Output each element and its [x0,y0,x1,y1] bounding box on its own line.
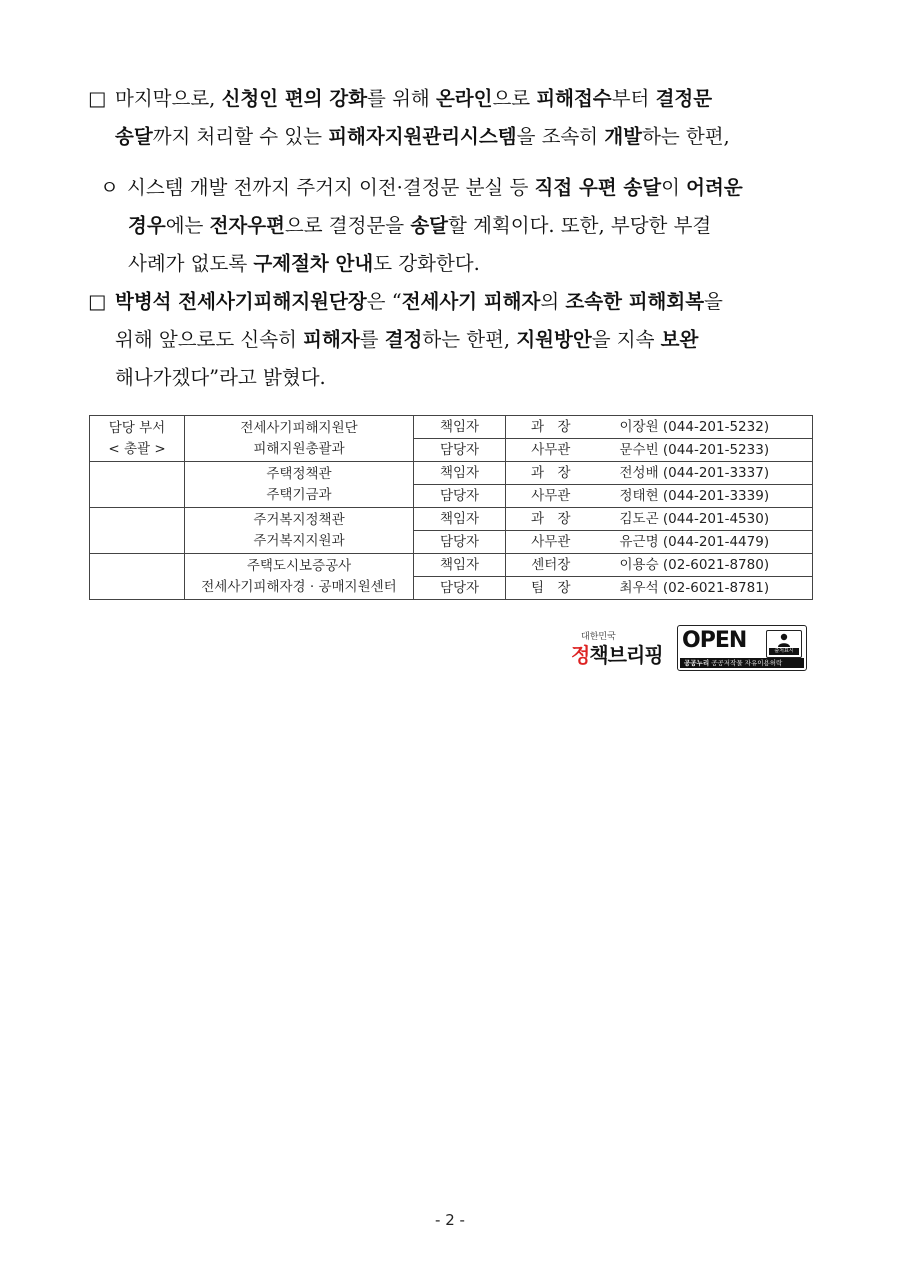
emphasis-text: 박병석 전세사기피해지원단장 [115,290,367,313]
emphasis-text: 피해접수 [536,87,612,110]
body-text: 부터 [611,87,656,110]
paragraph-3-line-3 [88,359,818,397]
paragraph-2-line-1 [100,169,818,207]
paragraph-3 [88,283,818,397]
box-bullet-icon: □ [88,87,107,110]
contact-cell: 이용승 (02-6021-8780) [596,554,813,577]
open-license-bar-text: 공공저작물 자유이용허락 [711,659,783,667]
body-text: 은 “ [366,290,402,313]
emphasis-text: 지원방안 [516,328,592,351]
emphasis-text: 결정문 [655,87,713,110]
body-text: 으로 결정문을 [284,214,411,237]
role-cell: 담당자 [414,577,506,600]
emphasis-text: 보완 [660,328,699,351]
contact-cell: 이장원 (044-201-5232) [596,416,813,439]
person-icon [776,633,792,647]
box-bullet-icon: □ [88,290,107,313]
body-text: 를 위해 [367,87,436,110]
table-row [90,554,813,577]
body-text: 위해 앞으로도 신속히 [115,328,304,351]
circle-bullet-icon: ㅇ [100,176,119,199]
emphasis-text: 조속한 피해회복 [565,290,705,313]
open-license-bar-bold: 공공누리 [684,659,710,667]
paragraph-2-line-3 [100,245,818,283]
contact-cell: 유근명 (044-201-4479) [596,531,813,554]
open-license-bar [680,658,804,668]
body-text: 를 [359,328,385,351]
role-cell: 책임자 [414,416,506,439]
position-cell: 사무관 [506,485,596,508]
dept-name-line: 주택정책관 [266,465,332,482]
role-cell: 책임자 [414,554,506,577]
attribution-person-icon [766,630,802,658]
emphasis-text: 전세사기 피해자 [401,290,541,313]
body-text: 시스템 개발 전까지 주거지 이전·결정문 분실 등 [127,176,535,199]
page-number: - 2 - [435,1211,465,1229]
paragraph-2 [100,169,818,283]
emphasis-text: 전자우편 [209,214,285,237]
contact-cell: 최우석 (02-6021-8781) [596,577,813,600]
table-row [90,416,813,439]
open-license-badge [677,625,807,671]
contacts-table [89,415,813,600]
body-text: 까지 처리할 수 있는 [152,125,329,148]
position-cell: 과 장 [506,416,596,439]
table-row [90,508,813,531]
policy-briefing-logo [571,625,671,670]
role-cell: 책임자 [414,508,506,531]
dept-name-line: 주택도시보증공사 [246,557,352,574]
body-text: 으로 [492,87,537,110]
policy-briefing-logo-text: 정책브리핑 [571,643,663,667]
body-text: 의 [540,290,566,313]
position-cell: 과 장 [506,508,596,531]
role-cell: 담당자 [414,485,506,508]
dept-name-cell [185,508,414,554]
body-text: 이 [661,176,687,199]
dept-name-line: 전세사기피해지원단 [240,419,358,436]
dept-name-cell [185,462,414,508]
attribution-label: 출처표시 [769,648,799,655]
emphasis-text: 구제절차 안내 [253,252,374,275]
body-text: 을 조속히 [516,125,605,148]
body-text: 을 지속 [591,328,661,351]
paragraph-1-line-2 [88,118,818,156]
emphasis-text: 직접 우편 송달 [534,176,662,199]
emphasis-text: 피해자지원관리시스템 [328,125,517,148]
body-text: 마지막으로, [115,87,222,110]
body-text: 하는 한편, [422,328,517,351]
paragraph-1-line-1 [88,80,818,118]
role-cell: 책임자 [414,462,506,485]
emphasis-text: 피해자 [303,328,360,351]
role-cell: 담당자 [414,531,506,554]
paragraph-2-line-2 [100,207,818,245]
position-cell: 센터장 [506,554,596,577]
dept-name-cell [185,416,414,462]
contact-cell: 김도곤 (044-201-4530) [596,508,813,531]
dept-name-line: 주택기금과 [266,486,332,503]
table-row [90,462,813,485]
role-cell: 담당자 [414,439,506,462]
emphasis-text: 송달 [115,125,153,148]
dept-name-line: 주거복지지원과 [253,532,345,549]
open-license-text: OPEN [682,628,747,653]
body-text: 해나가겠다”라고 밝혔다. [115,366,326,389]
body-text: 사례가 없도록 [128,252,254,275]
policy-briefing-logo-small: 대한민국 [581,632,616,642]
emphasis-text: 결정 [384,328,423,351]
paragraph-3-line-1 [88,283,818,321]
empty-header-cell [90,554,185,600]
empty-header-cell [90,508,185,554]
emphasis-text: 온라인 [435,87,493,110]
paragraph-1 [88,80,818,156]
position-cell: 사무관 [506,531,596,554]
header-dept-sub: < 총괄 > [108,440,166,457]
body-text: 도 강화한다. [373,252,480,275]
emphasis-text: 경우 [128,214,166,237]
emphasis-text: 신청인 편의 강화 [221,87,368,110]
empty-header-cell [90,462,185,508]
position-cell: 사무관 [506,439,596,462]
header-dept-cell [90,416,185,462]
dept-name-line: 전세사기피해자경 · 공매지원센터 [201,578,397,595]
paragraph-3-line-2 [88,321,818,359]
emphasis-text: 개발 [604,125,642,148]
dept-name-line: 주거복지정책관 [253,511,345,528]
body-text: 을 [704,290,723,313]
contact-cell: 문수빈 (044-201-5233) [596,439,813,462]
emphasis-text: 어려운 [686,176,743,199]
body-text: 할 계획이다. 또한, 부당한 부결 [448,214,712,237]
position-cell: 팀 장 [506,577,596,600]
body-text: 에는 [165,214,210,237]
footer-logos [571,625,805,670]
header-dept-label: 담당 부서 [108,419,166,436]
position-cell: 과 장 [506,462,596,485]
dept-name-cell [185,554,414,600]
emphasis-text: 송달 [410,214,449,237]
contact-cell: 전성배 (044-201-3337) [596,462,813,485]
contact-cell: 정태현 (044-201-3339) [596,485,813,508]
dept-name-line: 피해지원총괄과 [253,440,345,457]
body-text: 하는 한편, [642,125,730,148]
